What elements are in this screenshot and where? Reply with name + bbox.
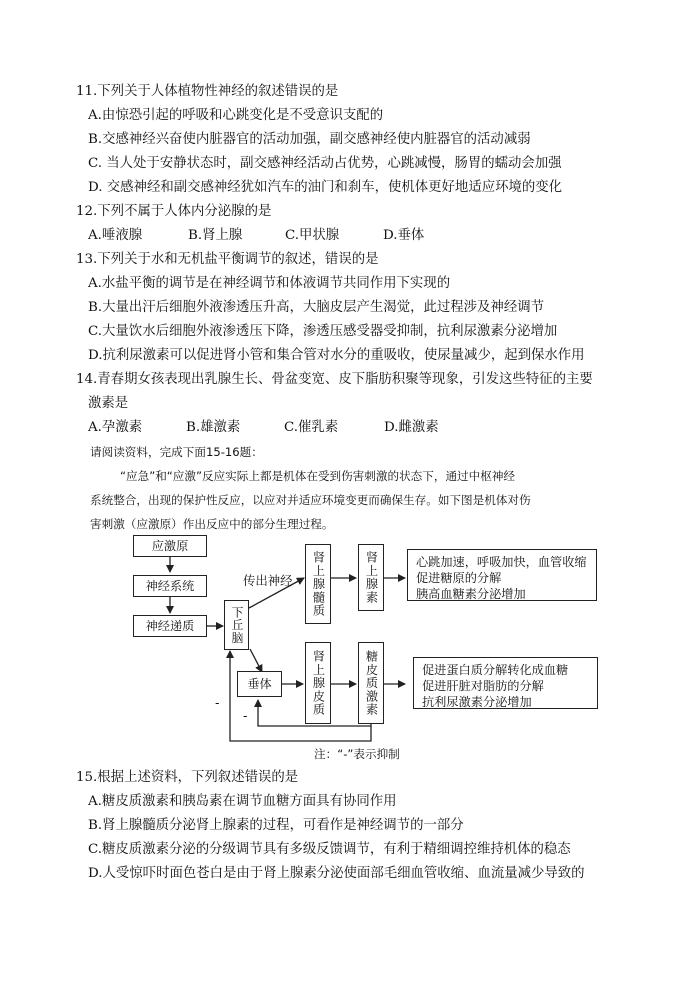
q15-stem: 15.根据上述资料，下列叙述错误的是	[76, 770, 299, 785]
q14-stem-line1: 14.青春期女孩表现出乳腺生长、骨盆变宽、皮下脂肪积聚等现象，引发这些特征的主要	[76, 372, 593, 387]
box-glucocorticoid: 糖皮质激素	[358, 642, 384, 724]
box-adrenal-cortex: 肾上腺皮质	[305, 642, 331, 724]
q13-option-d: D.抗利尿激素可以促进肾小管和集合管对水分的重吸收，使尿量减少，起到保水作用	[88, 348, 585, 363]
box-hypothalamus: 下丘脑	[224, 600, 249, 650]
q13-option-a: A.水盐平衡的调节是在神经调节和体液调节共同作用下实现的	[88, 276, 451, 291]
q14-stem-line2: 激素是	[88, 396, 129, 411]
q11-option-a: A.由惊恐引起的呼吸和心跳变化是不受意识支配的	[88, 108, 384, 123]
box-epinephrine: 肾上腺素	[358, 544, 384, 611]
box-epinephrine-effects: 心跳加速，呼吸加快，血管收缩 促进糖原的分解 胰高血糖素分泌增加	[407, 549, 597, 601]
label-inhibition-minus-outer: -	[215, 695, 220, 710]
label-inhibition-minus-inner: -	[243, 708, 248, 723]
reading-paragraph-line2: 系统整合，出现的保护性反应，以应对并适应环境变更而确保生存。如下图是机体对伤	[90, 493, 531, 507]
box-nervous-system: 神经系统	[133, 575, 207, 597]
reading-intro: 请阅读资料，完成下面15-16题：	[90, 445, 263, 459]
q14-option-d: D.雌激素	[384, 420, 439, 435]
box-glucocorticoid-effects: 促进蛋白质分解转化成血糖 促进肝脏对脂肪的分解 抗利尿激素分泌增加	[413, 657, 598, 709]
q12-stem: 12.下列不属于人体内分泌腺的是	[76, 204, 272, 219]
q12-option-a: A.唾液腺	[88, 228, 143, 243]
q11-stem: 11.下列关于人体植物性神经的叙述错误的是	[76, 84, 339, 99]
q14-option-a: A.孕激素	[88, 420, 143, 435]
q11-option-b: B.交感神经兴奋使内脏器官的活动加强，副交感神经使内脏器官的活动减弱	[88, 132, 531, 147]
q14-option-c: C.催乳素	[284, 420, 339, 435]
reading-paragraph-line1: “应急”和“应激”反应实际上都是机体在受到伤害刺激的状态下，通过中枢神经	[120, 469, 516, 483]
box-neurotransmitter: 神经递质	[133, 615, 207, 637]
q13-option-b: B.大量出汗后细胞外液渗透压升高，大脑皮层产生渴觉，此过程涉及神经调节	[88, 300, 544, 315]
q11-option-c: C. 当人处于安静状态时，副交感神经活动占优势，心跳减慢，肠胃的蠕动会加强	[88, 156, 562, 171]
label-efferent-nerve: 传出神经	[243, 573, 293, 588]
box-pituitary: 垂体	[237, 671, 282, 697]
reading-paragraph-line3: 害刺激（应激原）作出反应中的部分生理过程。	[90, 517, 334, 531]
q12-option-c: C.甲状腺	[285, 228, 340, 243]
arrow-hypothalamus-to-pituitary	[250, 649, 262, 672]
q15-option-b: B.肾上腺髓质分泌肾上腺素的过程，可看作是神经调节的一部分	[88, 818, 464, 833]
q11-option-d: D. 交感神经和副交感神经犹如汽车的油门和刹车，使机体更好地适应环境的变化	[88, 180, 563, 195]
q13-stem: 13.下列关于水和无机盐平衡调节的叙述，错误的是	[76, 252, 379, 267]
q15-option-d: D.人受惊吓时面色苍白是由于肾上腺素分泌使面部毛细血管收缩、血流量减少导致的	[88, 866, 585, 881]
box-adrenal-medulla: 肾上腺髓质	[305, 544, 331, 624]
q13-option-c: C.大量饮水后细胞外液渗透压下降，渗透压感受器受抑制，抗利尿激素分泌增加	[88, 324, 558, 339]
diagram-note: 注：“-”表示抑制	[314, 747, 400, 761]
q12-option-b: B.肾上腺	[188, 228, 243, 243]
q15-option-c: C.糖皮质激素分泌的分级调节具有多级反馈调节，有利于精细调控维持机体的稳态	[88, 842, 571, 857]
q12-option-d: D.垂体	[383, 228, 425, 243]
q14-option-b: B.雄激素	[186, 420, 241, 435]
box-stressor: 应激原	[133, 535, 207, 557]
q15-option-a: A.糖皮质激素和胰岛素在调节血糖方面具有协同作用	[88, 794, 397, 809]
